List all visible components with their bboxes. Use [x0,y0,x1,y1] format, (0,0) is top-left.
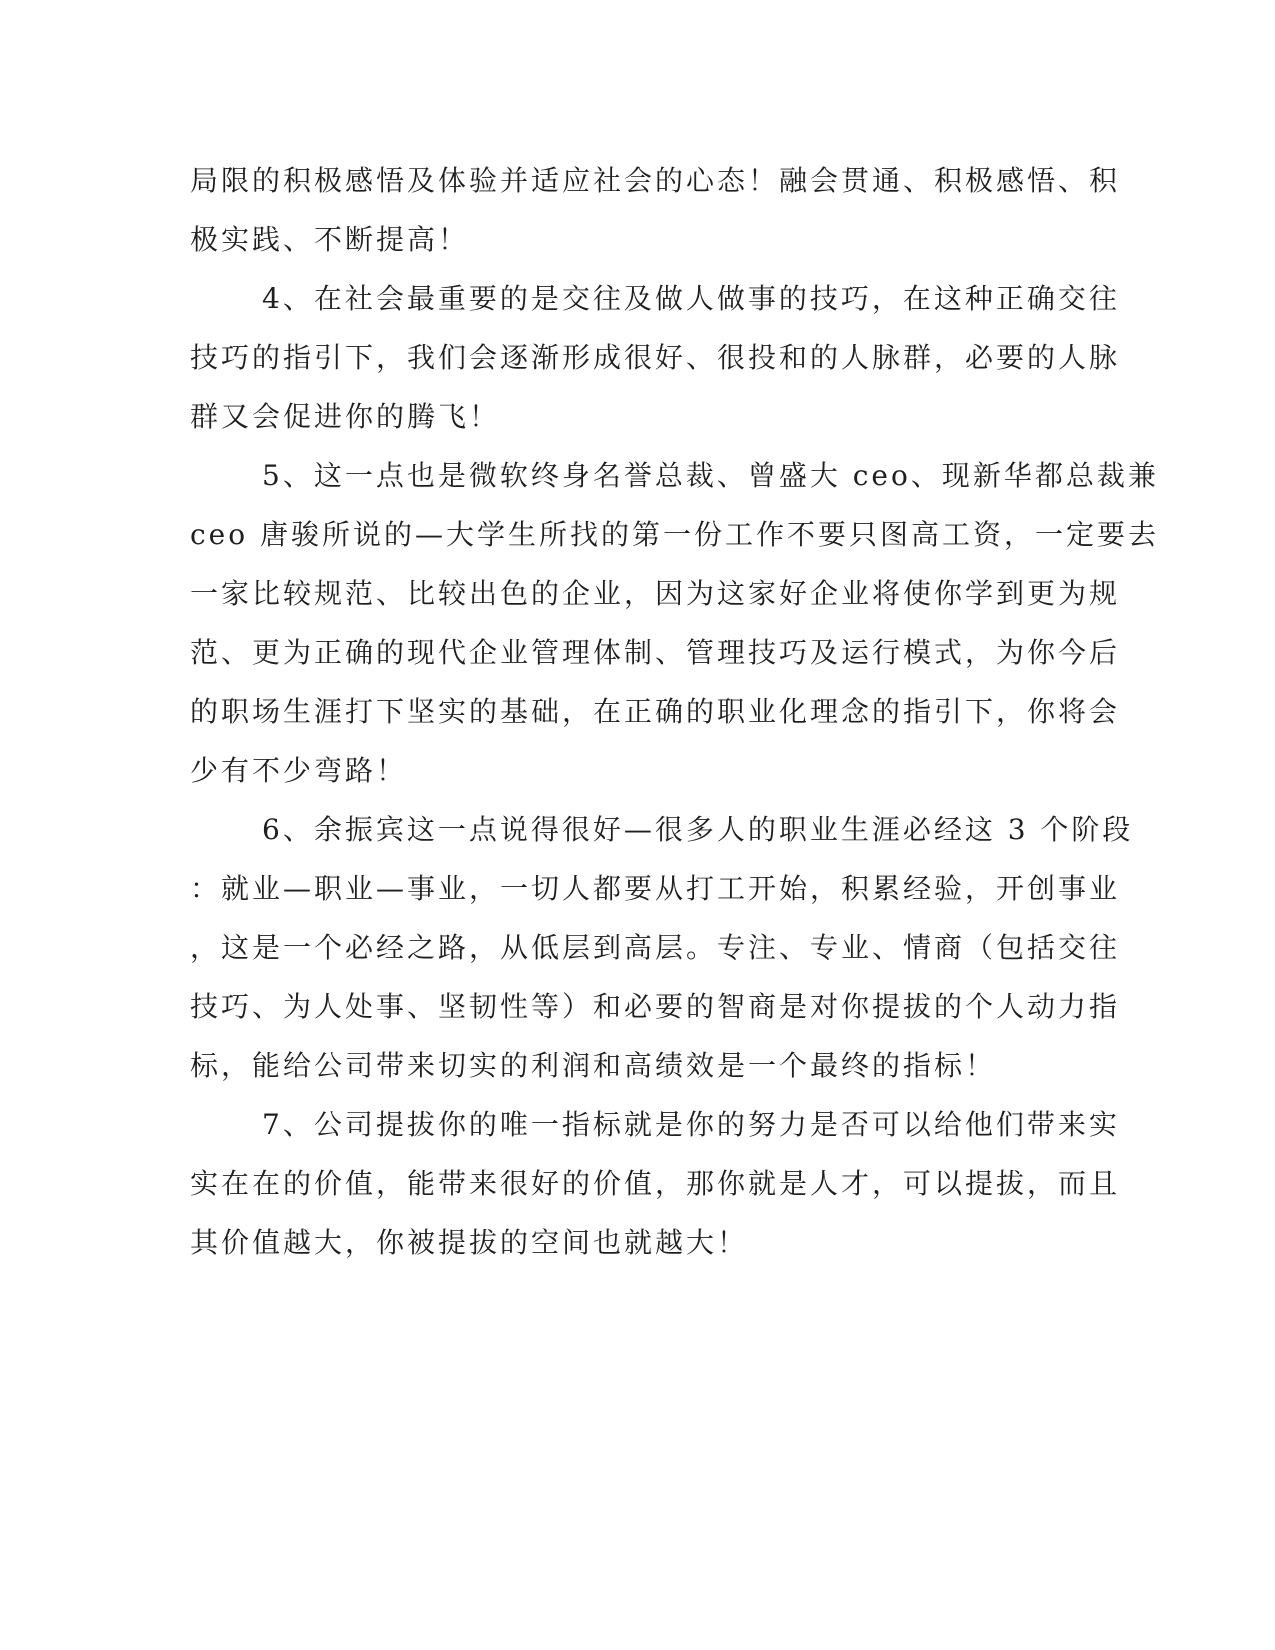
text-line: 技巧的指引下，我们会逐渐形成很好、很投和的人脉群，必要的人脉 [190,341,1121,374]
text-line: 范、更为正确的现代企业管理体制、管理技巧及运行模式，为你今后 [190,636,1121,669]
text-line: 一家比较规范、比较出色的企业，因为这家好企业将使你学到更为规 [190,577,1121,610]
text-line: ：就业—职业—事业，一切人都要从打工开始，积累经验，开创事业 [190,872,1121,905]
text-line: ceo 唐骏所说的—大学生所找的第一份工作不要只图高工资，一定要去 [190,518,1160,551]
text-line: 的职场生涯打下坚实的基础，在正确的职业化理念的指引下，你将会 [190,695,1121,728]
text-line: 技巧、为人处事、坚韧性等）和必要的智商是对你提拔的个人动力指 [190,990,1121,1023]
text-line: 实在在的价值，能带来很好的价值，那你就是人才，可以提拔，而且 [190,1167,1121,1200]
paragraph-5-first-line: 5、这一点也是微软终身名誉总裁、曾盛大 ceo、现新华都总裁兼 [262,459,1159,492]
text-line: 群又会促进你的腾飞！ [190,400,501,433]
paragraph-7-first-line: 7、公司提拔你的唯一指标就是你的努力是否可以给他们带来实 [262,1108,1120,1141]
text-line: 其价值越大，你被提拔的空间也就越大！ [190,1226,749,1259]
text-line: 极实践、不断提高！ [190,223,470,256]
text-line: 少有不少弯路！ [190,754,408,787]
text-line: ，这是一个必经之路，从低层到高层。专注、专业、情商（包括交往 [190,931,1121,964]
text-line: 标，能给公司带来切实的利润和高绩效是一个最终的指标！ [190,1049,997,1082]
text-line: 局限的积极感悟及体验并适应社会的心态！融会贯通、积极感悟、积 [190,164,1121,197]
paragraph-4-first-line: 4、在社会最重要的是交往及做人做事的技巧，在这种正确交往 [262,282,1120,315]
paragraph-6-first-line: 6、余振宾这一点说得很好—很多人的职业生涯必经这 3 个阶段 [262,813,1134,846]
